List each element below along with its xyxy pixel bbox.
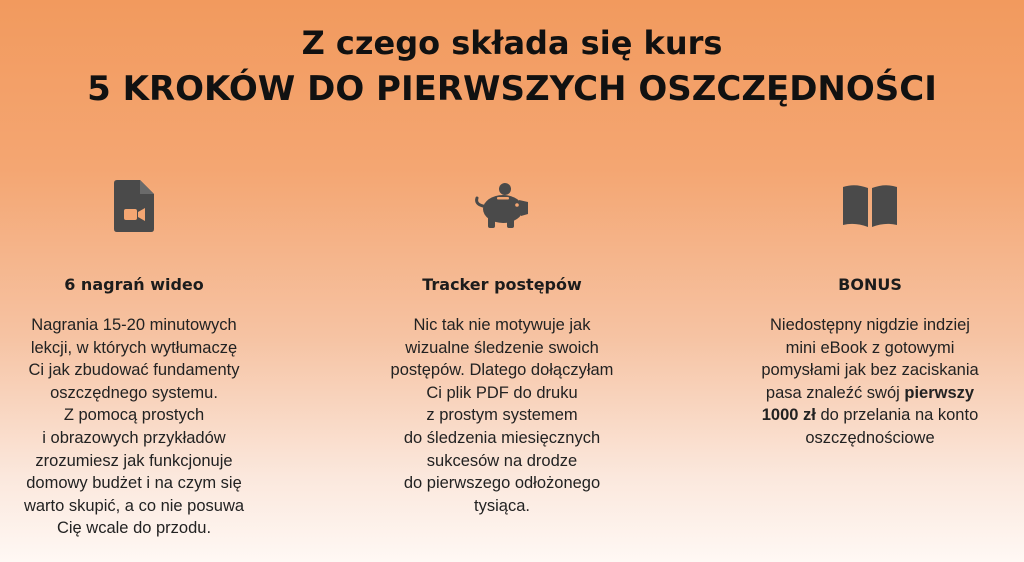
feature-description: Nagrania 15-20 minutowych lekcji, w których wytłumaczę Ci jak zbudować fundamenty oszczędnego systemu. Z pomocą prostych i obrazowych przykładów zrozumiesz jak funkcjonuje domowy budżet i na czym się warto skupić, a co nie posuwa Cię wcale do przodu. <box>23 316 245 538</box>
page-header <box>0 22 1024 112</box>
feature-description: Nic tak nie motywuje jak wizualne śledzenie swoich postępów. Dlatego dołączyłam Ci plik PDF do druku z prostym systemem do śledzenia miesięcznych sukcesów na drodze do pierwszego odłożonego tysiąca. <box>390 316 614 515</box>
feature-tracker <box>352 176 652 517</box>
feature-title: 6 nagrań wideo <box>64 275 204 294</box>
feature-videos <box>0 176 284 540</box>
video-file-icon <box>0 176 284 236</box>
piggy-bank-icon <box>352 176 652 236</box>
open-book-icon <box>720 176 1020 236</box>
feature-title: Tracker postępów <box>422 275 582 294</box>
page-subtitle: 5 KROKÓW DO PIERWSZYCH OSZCZĘDNOŚCI <box>87 69 937 109</box>
feature-description: Niedostępny nigdzie indziej mini eBook z gotowymi pomysłami jak bez zaciskania pasa znaleźć swój pierwszy 1000 zł do przelania na konto oszczędnościowe <box>761 316 979 447</box>
feature-bonus <box>720 176 1020 450</box>
feature-title: BONUS <box>838 275 902 294</box>
page-title: Z czego składa się kurs <box>301 24 723 62</box>
